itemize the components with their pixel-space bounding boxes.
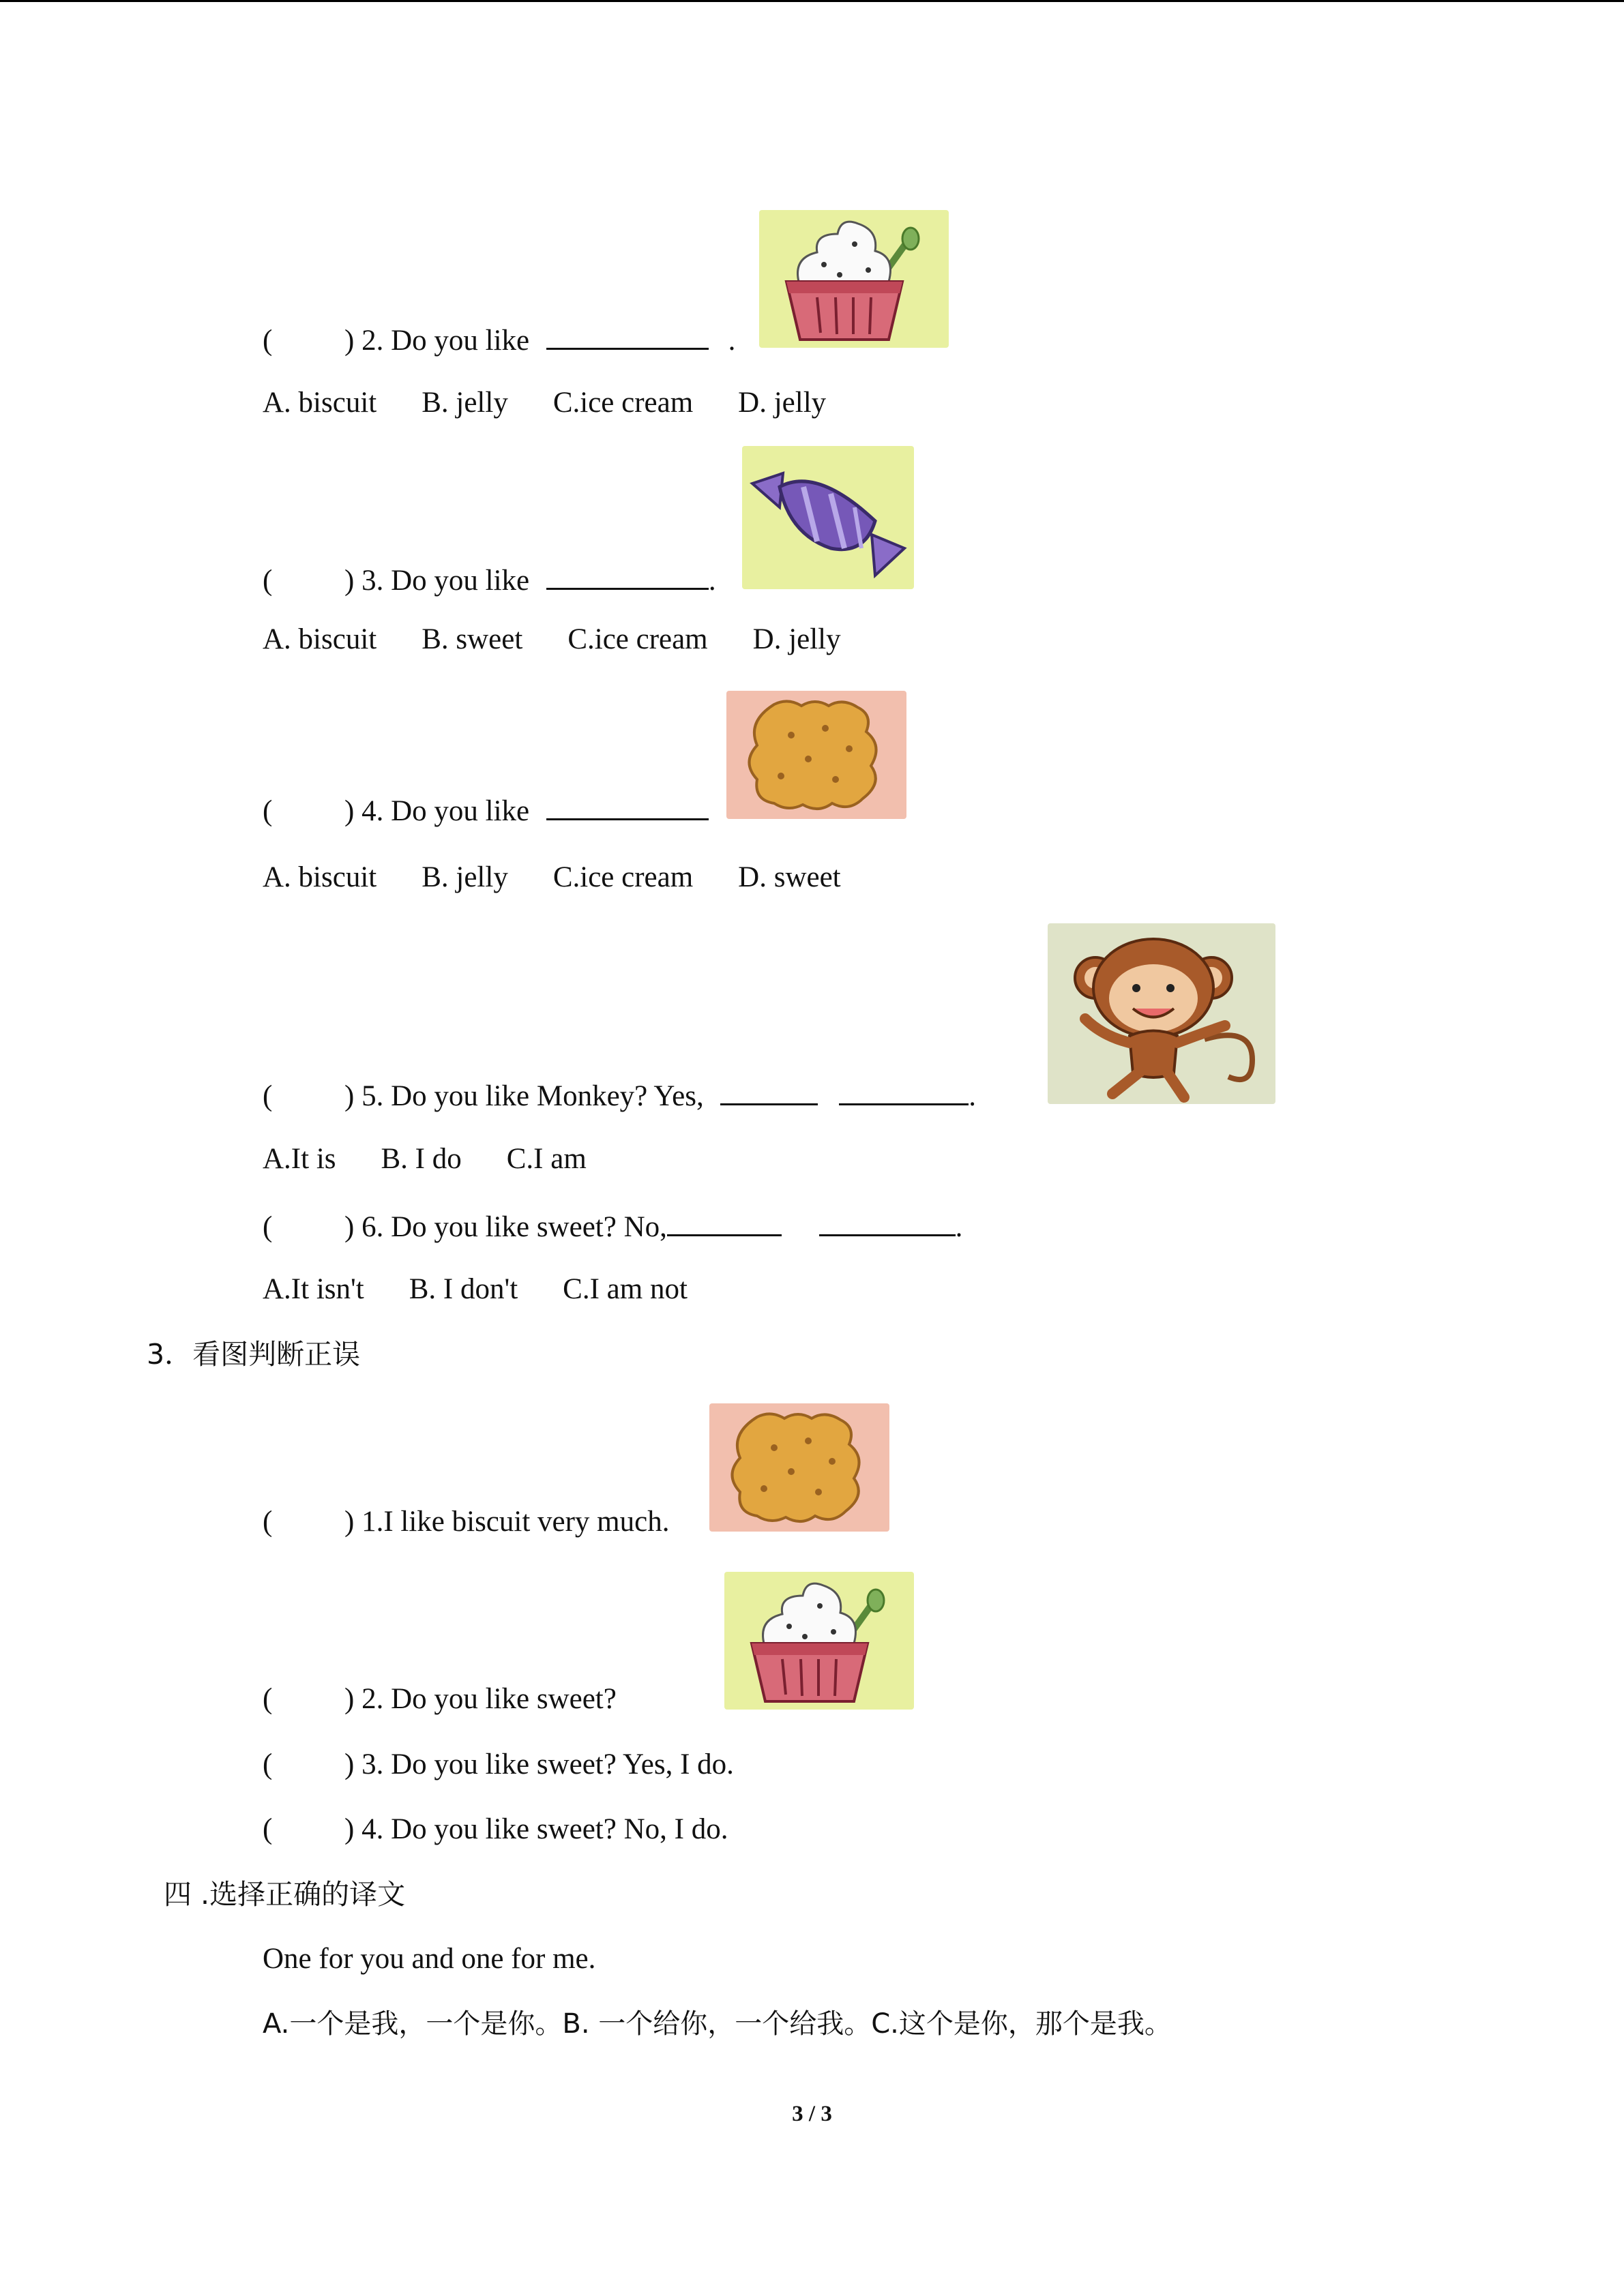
question-suffix: . xyxy=(728,325,736,357)
options-row-2 xyxy=(263,385,871,421)
answer-paren[interactable]: ( xyxy=(263,795,273,827)
question-row-6 xyxy=(263,1207,962,1245)
biscuit-picture xyxy=(726,691,906,819)
question-suffix: . xyxy=(955,1211,963,1243)
answer-paren[interactable]: ( xyxy=(263,1748,273,1780)
option-c: C.I am not xyxy=(563,1273,688,1305)
options-row-4 xyxy=(263,860,886,895)
judge-row-1 xyxy=(263,1504,669,1540)
answer-paren[interactable]: ( xyxy=(263,325,273,357)
answer-blank[interactable] xyxy=(546,561,709,590)
question-text: ) 4. Do you like xyxy=(344,795,530,827)
answer-paren[interactable]: ( xyxy=(263,1080,273,1112)
options-row-5 xyxy=(263,1142,632,1177)
page-top-border xyxy=(0,0,1624,2)
answer-paren[interactable]: ( xyxy=(263,565,273,597)
question-text: ) 6. Do you like sweet? No, xyxy=(344,1211,667,1243)
option-a: A. biscuit xyxy=(263,623,377,655)
statement-text: ) 4. Do you like sweet? No, I do. xyxy=(344,1813,728,1845)
option-a: A. biscuit xyxy=(263,861,377,893)
option-b: B. sweet xyxy=(422,623,523,655)
monkey-picture xyxy=(1048,923,1275,1104)
section-4-heading: 四 .选择正确的译文 xyxy=(164,1878,406,1911)
question-row-2 xyxy=(263,320,735,359)
options-row-6 xyxy=(263,1272,733,1307)
answer-blank-2[interactable] xyxy=(839,1076,969,1105)
option-b: B. jelly xyxy=(422,861,508,893)
option-c: C.ice cream xyxy=(552,861,694,893)
question-row-4 xyxy=(263,791,709,829)
answer-blank-1[interactable] xyxy=(720,1076,818,1105)
statement-text: ) 1.I like biscuit very much. xyxy=(344,1506,670,1538)
option-b: B. I do xyxy=(381,1143,462,1175)
question-text: ) 3. Do you like xyxy=(344,565,530,597)
answer-paren[interactable]: ( xyxy=(263,1683,273,1715)
translation-options: A.一个是我，一个是你。B. 一个给你，一个给我。C.这个是你，那个是我。 xyxy=(263,2008,1172,2040)
ice-cream-picture xyxy=(759,210,949,348)
question-text: ) 5. Do you like Monkey? Yes, xyxy=(344,1080,704,1112)
options-row-3 xyxy=(263,622,886,657)
option-b: B. I don't xyxy=(409,1273,518,1305)
answer-blank-1[interactable] xyxy=(667,1207,782,1236)
biscuit-picture-2 xyxy=(709,1403,889,1532)
candy-picture xyxy=(742,446,914,589)
statement-text: ) 2. Do you like sweet? xyxy=(344,1683,617,1715)
option-a: A. biscuit xyxy=(263,387,377,419)
answer-blank[interactable] xyxy=(546,320,709,350)
answer-paren[interactable]: ( xyxy=(263,1506,273,1538)
option-c: C.I am xyxy=(506,1143,587,1175)
question-suffix: . xyxy=(708,565,716,597)
answer-paren[interactable]: ( xyxy=(263,1211,273,1243)
option-b: B. jelly xyxy=(422,387,508,419)
translation-sentence: One for you and one for me. xyxy=(263,1943,596,1975)
question-row-3 xyxy=(263,561,716,599)
page-number: 3 / 3 xyxy=(792,2102,832,2126)
judge-row-2 xyxy=(263,1682,617,1717)
option-d: D. sweet xyxy=(738,861,841,893)
option-c: C.ice cream xyxy=(567,623,708,655)
judge-row-3 xyxy=(263,1747,734,1783)
answer-blank[interactable] xyxy=(546,791,709,820)
option-d: D. jelly xyxy=(738,387,827,419)
question-row-5 xyxy=(263,1076,976,1114)
option-d: D. jelly xyxy=(752,623,841,655)
judge-row-4 xyxy=(263,1812,728,1847)
option-a: A.It is xyxy=(263,1143,336,1175)
question-text: ) 2. Do you like xyxy=(344,325,530,357)
question-suffix: . xyxy=(969,1080,976,1112)
statement-text: ) 3. Do you like sweet? Yes, I do. xyxy=(344,1748,734,1780)
answer-paren[interactable]: ( xyxy=(263,1813,273,1845)
option-c: C.ice cream xyxy=(552,387,694,419)
answer-blank-2[interactable] xyxy=(819,1207,956,1236)
ice-cream-picture-2 xyxy=(724,1572,914,1710)
option-a: A.It isn't xyxy=(263,1273,364,1305)
section-3-heading: 3．看图判断正误 xyxy=(147,1338,361,1371)
